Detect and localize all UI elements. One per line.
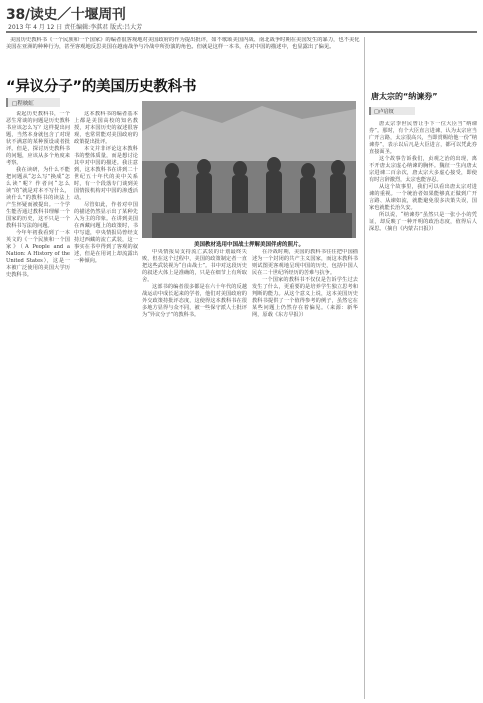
paragraph: 本文并非评论这本教科书的整体质量，而是想讨论其中对中国的描述。我注意到，这本教科书在讲到二十世纪五十年代的美中关系时，有一个段落专门谈到美国情报机构对中国的渗透活动。 (74, 146, 138, 201)
paragraph: 今年年初我看到了一本英文的《一个民族和一个国家》（A People and a Nation: A History of the United States），这是一本被广泛使用的美国大学历史教科书。 (6, 230, 70, 278)
paragraph: 从这个故事里，我们可以看出唐太宗对进谏的重视。一个统治者如果能够真正做到广开言路、从谏如流，就能避免很多决策失误，国家也就能长治久安。 (369, 184, 477, 211)
page-header (6, 4, 477, 34)
issue-line: 2013 年 4 月 12 日 责任编辑:李淇君 版式:吕大芳 (8, 24, 143, 31)
paragraph: 在冷战时期，美国的教科书往往把中国描述为一个封闭的共产主义国家，而这本教科书则试图更客观地呈现中国的历史，包括中国人民在二十世纪所经历的苦难与抗争。 (252, 249, 358, 276)
sidebar-byline-box (369, 107, 415, 115)
photo-caption: 美国教材选用中国战士押解美国伴虏的照片。 (193, 242, 304, 248)
paragraph: 唐太宗李世民曾让手下一位大臣当“纳谏券”。那时，有个大臣直言进谏，认为太宗应当广开言路，太宗很高兴，当即赏赐给他一份“纳谏券”，表示以后凡是大臣进言，都可以凭此券直接面圣。 (369, 121, 477, 155)
article-column-4 (252, 249, 358, 697)
paragraph: 说起历史教科书，一个恶生常谈的问题是历史教科书应该怎么写？这样提出问题，当然本身就包含了对现状不满意的某种预设或者批评。但是，探讨历史教科书的问题，应该从多个角度来考察。 (6, 111, 70, 166)
paragraph: 所以说，“纳谏券”虽然只是一张小小的凭证，却反映了一种开明的政治态度，值得后人深思。（摘自《内蒙古日报》） (369, 212, 477, 232)
photo-image (142, 101, 356, 238)
sidebar-body (369, 121, 477, 697)
header-rule (6, 31, 477, 33)
main-article (6, 37, 363, 699)
byline-box (6, 98, 60, 107)
paragraph: 中央情报局支持流亡武装的计划最终失败，但在这个过程中，美国的政策制定者一直把这些武装视为“自由战士”。书中对这段历史的叙述大体上是准确的，只是在细节上有所取舍。 (142, 249, 247, 283)
sidebar-title: 唐太宗的“纳谏券” (371, 92, 438, 101)
article-photo (142, 101, 356, 238)
section-title: 38/读史／十堰周刊 (6, 7, 126, 23)
column-divider (364, 37, 365, 699)
article-column-2 (74, 111, 138, 697)
article-headline: “异议分子”的美国历史教科书 (6, 79, 197, 95)
paragraph: 这本教科书的编者基本上都是美国高校的知名教授，对本国历史的叙述很客观，也常常能对美国政府的政策提出批评。 (74, 111, 138, 145)
article-column-1 (6, 111, 70, 697)
article-column-3 (142, 249, 247, 697)
article-intro: 美国历史教科书《一个民族和一个国家》的编者很客观地对美国政府的作为提出批评，如不歌颂美国内战、南北战争时期在美国发生的暴力，也不美化美国在亚洲的种种行为，甚至客观地反思美国在越南战争与冷战中所扮演的角色。但就是这样一本书，在对中国的描述中，也显露出了偏见。 (6, 37, 360, 50)
sidebar-byline: □卢启钗 (374, 109, 394, 115)
paragraph: 这个故事告诉我们，贞观之治的出现，离不开唐太宗虚心纳谏的胸怀。魏征一生向唐太宗进谏二百余次，唐太宗大多虚心接受，即使有时言辞激烈，太宗也能容忍。 (369, 156, 477, 183)
article-byline: □程映虹 (12, 101, 34, 107)
sidebar-article (369, 37, 477, 699)
paragraph: 一个国家的教科书不仅仅是告诉学生过去发生了什么，更重要的是培养学生独立思考和判断的能力。从这个意义上说，这本美国历史教科书提供了一个值得参考的例子，虽然它在某些问题上仍然存在着偏见。（来源：新华网，原载《东方早报》） (252, 277, 358, 318)
paragraph: 这部书的编者很多都是在六十年代的反越战运动中成长起来的学者，他们对美国政府的外交政策持批评态度，这使得这本教科书在很多地方显得与众不同，被一些保守派人士批评为“异议分子”的教科书。 (142, 284, 247, 318)
paragraph: 我在读研，为什么不能把问题从“怎么写”换成“怎么读”呢？作者问“怎么读”的“就是对本不写什么，读什么”的教科书的读法上产生怀疑而被提出。一个学生能否通过教科书理解一个国家的历史，这不只是一个教科书写法的问题。 (6, 167, 70, 229)
paragraph: 尽管如此，作者对中国的描述仍然显示出了某种先入为主的印象。在讲到美国在西藏问题上的政策时，书中写道，中央情报局曾经支持过西藏的流亡武装，这一事实在书中得到了客观的叙述，但是在用词上却流露出一种倾向。 (74, 202, 138, 264)
